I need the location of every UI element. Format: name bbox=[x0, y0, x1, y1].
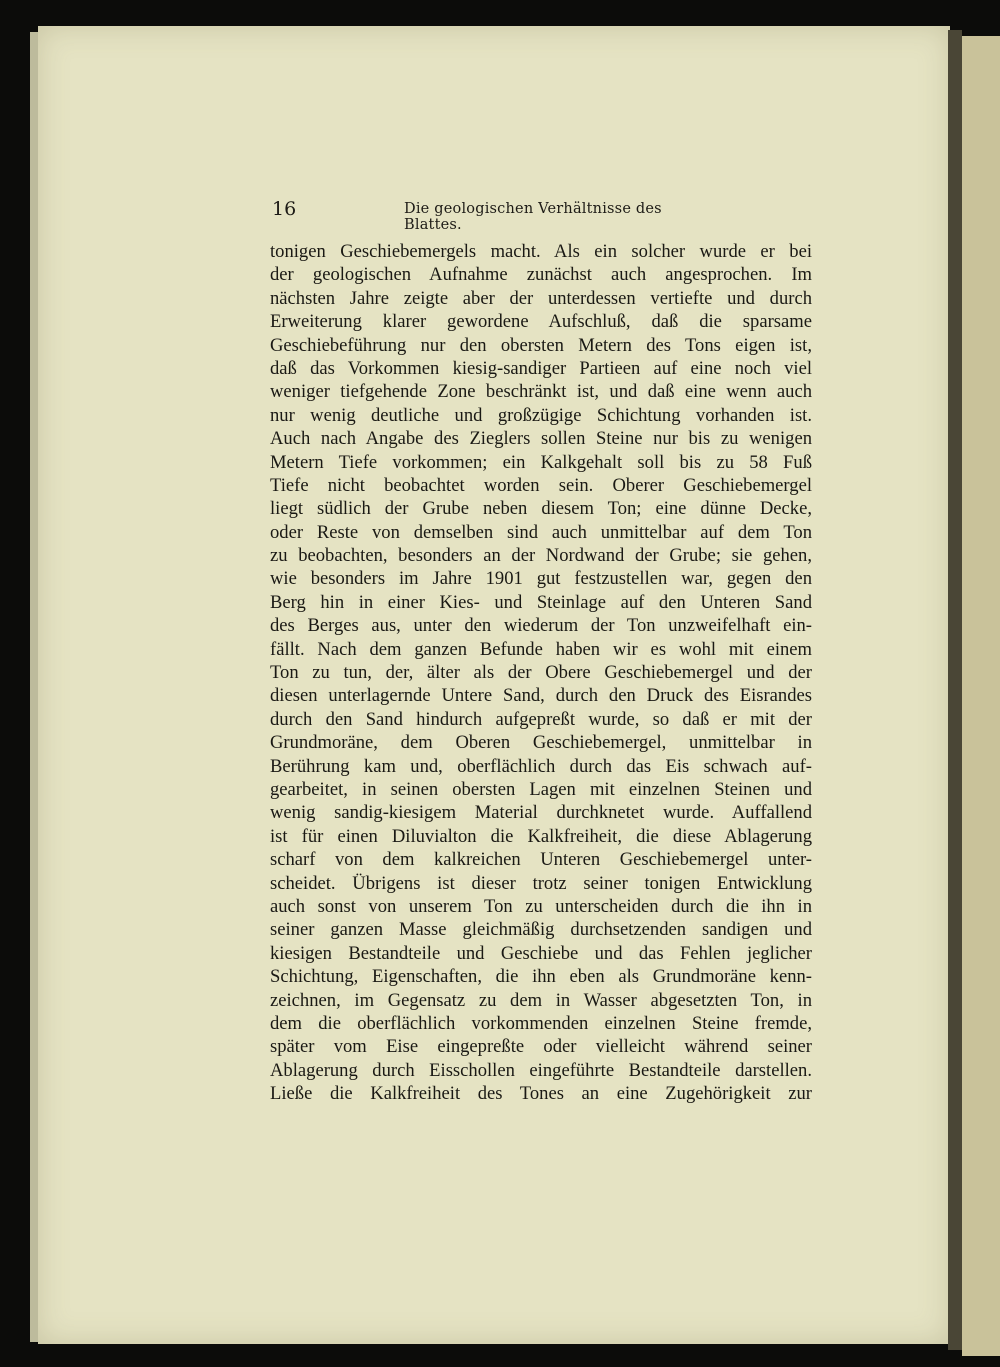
text-line: Ließe die Kalkfreiheit des Tones an eine Zugehörigkeit zur bbox=[270, 1083, 812, 1105]
page-header bbox=[272, 198, 692, 233]
text-line: Erweiterung klarer gewordene Aufschluß, daß die sparsame bbox=[270, 311, 812, 333]
text-line: auch sonst von unserem Ton zu unterscheiden durch die ihn in bbox=[270, 895, 812, 917]
text-line: Ablagerung durch Eisschollen eingeführte Bestandteile darstellen. bbox=[270, 1059, 812, 1081]
text-line: nächsten Jahre zeigte aber der unterdessen vertiefte und durch bbox=[270, 287, 812, 309]
text-line: zu beobachten, besonders an der Nordwand der Grube; sie gehen, bbox=[270, 545, 812, 567]
text-line: diesen unterlagernde Untere Sand, durch den Druck des Eisrandes bbox=[270, 685, 812, 707]
text-line: zeichnen, im Gegensatz zu dem in Wasser abgesetzten Ton, in bbox=[270, 989, 812, 1011]
text-line: weniger tiefgehende Zone beschränkt ist, und daß eine wenn auch bbox=[270, 381, 812, 403]
text-line: Berührung kam und, oberflächlich durch das Eis schwach auf- bbox=[270, 755, 812, 777]
text-line: Geschiebeführung nur den obersten Metern des Tons eigen ist, bbox=[270, 334, 812, 356]
text-line: liegt südlich der Grube neben diesem Ton; eine dünne Decke, bbox=[270, 498, 812, 520]
text-line: Auch nach Angabe des Zieglers sollen Steine nur bis zu wenigen bbox=[270, 428, 812, 450]
text-line: kiesigen Bestandteile und Geschiebe und das Fehlen jeglicher bbox=[270, 942, 812, 964]
text-line: gearbeitet, in seinen obersten Lagen mit einzelnen Steinen und bbox=[270, 778, 812, 800]
text-line: durch den Sand hindurch aufgepreßt wurde, so daß er mit der bbox=[270, 708, 812, 730]
text-line: oder Reste von demselben sind auch unmittelbar auf dem Ton bbox=[270, 521, 812, 543]
text-line: Tiefe nicht beobachtet worden sein. Oberer Geschiebemergel bbox=[270, 474, 812, 496]
text-line: fällt. Nach dem ganzen Befunde haben wir es wohl mit einem bbox=[270, 638, 812, 660]
text-line: dem die oberflächlich vorkommenden einzelnen Steine fremde, bbox=[270, 1012, 812, 1034]
text-line: später vom Eise eingepreßte oder vielleicht während seiner bbox=[270, 1036, 812, 1058]
text-line: tonigen Geschiebemergels macht. Als ein solcher wurde er bei bbox=[270, 241, 812, 262]
text-line: scheidet. Übrigens ist dieser trotz seiner tonigen Entwicklung bbox=[270, 872, 812, 894]
text-line: seiner ganzen Masse gleichmäßig durchsetzenden sandigen und bbox=[270, 919, 812, 941]
text-line: Ton zu tun, der, älter als der Obere Geschiebemergel und der bbox=[270, 662, 812, 684]
running-title: Die geologischen Verhältnisse des Blattes. bbox=[404, 201, 662, 233]
book-gutter bbox=[948, 30, 962, 1350]
text-line: wenig sandig-kiesigem Material durchknetet wurde. Auffallend bbox=[270, 802, 812, 824]
facing-page-edge bbox=[962, 36, 1000, 1356]
text-line: Schichtung, Eigenschaften, die ihn eben als Grundmoräne kenn- bbox=[270, 966, 812, 988]
page-number: 16 bbox=[272, 198, 297, 220]
text-line: Metern Tiefe vorkommen; ein Kalkgehalt soll bis zu 58 Fuß bbox=[270, 451, 812, 473]
text-line: daß das Vorkommen kiesig-sandiger Partieen auf eine noch viel bbox=[270, 357, 812, 379]
text-line: ist für einen Diluvialton die Kalkfreiheit, die diese Ablagerung bbox=[270, 825, 812, 847]
text-line: wie besonders im Jahre 1901 gut festzustellen war, gegen den bbox=[270, 568, 812, 590]
text-line: Berg hin in einer Kies- und Steinlage auf den Unteren Sand bbox=[270, 591, 812, 613]
text-line: der geologischen Aufnahme zunächst auch angesprochen. Im bbox=[270, 264, 812, 286]
text-line: scharf von dem kalkreichen Unteren Geschiebemergel unter- bbox=[270, 849, 812, 871]
text-line: nur wenig deutliche und großzügige Schichtung vorhanden ist. bbox=[270, 404, 812, 426]
text-line: des Berges aus, unter den wiederum der Ton unzweifelhaft ein- bbox=[270, 615, 812, 637]
text-line: Grundmoräne, dem Oberen Geschiebemergel, unmittelbar in bbox=[270, 732, 812, 754]
body-text bbox=[270, 240, 812, 1105]
